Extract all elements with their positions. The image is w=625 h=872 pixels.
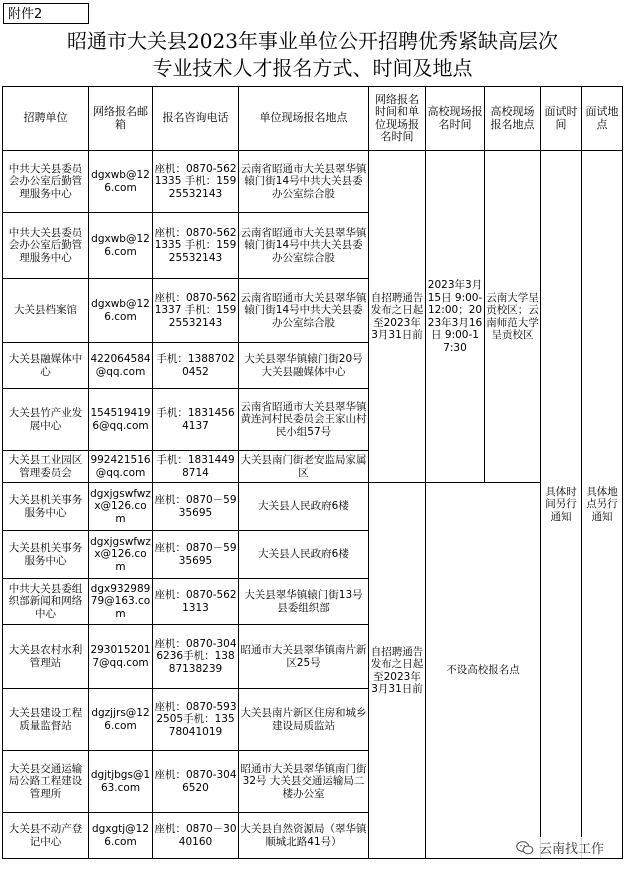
cell-unit: 中共大关县委组织部新闻和网络中心 xyxy=(3,579,89,625)
cell-campus-site-group1: 云南大学呈贡校区；云南师范大学呈贡校区 xyxy=(485,151,541,483)
cell-phone: 座机：0870-5621313 xyxy=(153,579,239,625)
cell-email: dgxwb@126.com xyxy=(89,213,153,279)
cell-email: 992421516@qq.com xyxy=(89,451,153,483)
cell-site: 大关县自然资源局（翠华镇顺城北路41号） xyxy=(239,813,369,859)
cell-phone: 座机：0870－5935695 xyxy=(153,531,239,579)
cell-site: 大关县南门街老安监局家属区 xyxy=(239,451,369,483)
cell-site: 大关县人民政府6楼 xyxy=(239,483,369,531)
cell-site: 云南省昭通市大关县翠华镇黄连河村民委员会王家山村民小组57号 xyxy=(239,389,369,451)
header-campus-site: 高校现场报名地点 xyxy=(485,87,541,151)
cell-phone: 座机：0870－5935695 xyxy=(153,483,239,531)
header-interview-time: 面试时间 xyxy=(541,87,582,151)
cell-email: 422064584@qq.com xyxy=(89,343,153,389)
header-row xyxy=(3,87,623,151)
cell-site: 大关县翠华镇辕门街13号县委组织部 xyxy=(239,579,369,625)
cell-unit: 大关县竹产业发展中心 xyxy=(3,389,89,451)
cell-email: 1545194196@qq.com xyxy=(89,389,153,451)
page-title xyxy=(0,28,625,82)
registration-table xyxy=(2,86,623,859)
header-campus-time: 高校现场报名时间 xyxy=(426,87,485,151)
header-online-time: 网络报名时间和单位现场报名时间 xyxy=(369,87,426,151)
header-interview-site: 面试地点 xyxy=(582,87,623,151)
cell-email: dgxgtj@126.com xyxy=(89,813,153,859)
cell-phone: 座机：0870-3046236手机：13887138239 xyxy=(153,625,239,689)
cell-email: dgjtjbgs@163.com xyxy=(89,751,153,813)
header-email: 网络报名邮箱 xyxy=(89,87,153,151)
cell-site: 大关县人民政府6楼 xyxy=(239,531,369,579)
cell-interview-time: 具体时间另行通知 xyxy=(541,151,582,859)
cell-phone: 座机：0870-5621335 手机：15925532143 xyxy=(153,213,239,279)
cell-email: dgxjgswfwzx@126.com xyxy=(89,531,153,579)
cell-unit: 大关县交通运输局公路工程建设管理所 xyxy=(3,751,89,813)
cell-phone: 座机：0870-5932505手机：13578041019 xyxy=(153,689,239,751)
cell-email: 2930152017@qq.com xyxy=(89,625,153,689)
title-line-2: 专业技术人才报名方式、时间及地点 xyxy=(152,56,473,80)
attachment-label: 附件2 xyxy=(3,3,89,24)
cell-site: 大关县翠华镇辕门街20号大关县融媒体中心 xyxy=(239,343,369,389)
cell-email: dgzjjrs@126.com xyxy=(89,689,153,751)
cell-phone: 手机：18314564137 xyxy=(153,389,239,451)
cell-site: 昭通市大关县翠华镇南门街32号 大关县交通运输局二楼办公室 xyxy=(239,751,369,813)
cell-phone: 手机：13887020452 xyxy=(153,343,239,389)
cell-unit: 大关县机关事务服务中心 xyxy=(3,483,89,531)
cell-site: 云南省昭通市大关县翠华镇辕门街14号中共大关县委办公室综合股 xyxy=(239,213,369,279)
cell-interview-site: 具体地点另行通知 xyxy=(582,151,623,859)
cell-phone: 手机：18314498714 xyxy=(153,451,239,483)
cell-site: 昭通市大关县翠华镇南片新区25号 xyxy=(239,625,369,689)
cell-unit: 大关县建设工程质量监督站 xyxy=(3,689,89,751)
cell-phone: 座机：0870-5621335 手机：15925532143 xyxy=(153,151,239,213)
cell-unit: 大关县机关事务服务中心 xyxy=(3,531,89,579)
cell-site: 云南省昭通市大关县翠华镇辕门街14号中共大关县委办公室综合股 xyxy=(239,279,369,343)
watermark xyxy=(513,837,607,858)
cell-email: dgx93298979@163.com xyxy=(89,579,153,625)
cell-unit: 大关县农村水利管理站 xyxy=(3,625,89,689)
cell-site: 云南省昭通市大关县翠华镇辕门街14号中共大关县委办公室综合股 xyxy=(239,151,369,213)
title-line-1: 昭通市大关县2023年事业单位公开招聘优秀紧缺高层次 xyxy=(67,29,558,53)
wechat-icon xyxy=(516,840,534,856)
cell-campus-time-group1: 2023年3月15日 9:00-12:00；2023年3月16日 9:00-17:30 xyxy=(426,151,485,483)
cell-online-time-group1: 自招聘通告发布之日起至2023年3月31日前 xyxy=(369,151,426,483)
cell-phone: 座机：0870－3040160 xyxy=(153,813,239,859)
cell-phone: 座机：0870-3046520 xyxy=(153,751,239,813)
cell-online-time-group2: 自招聘通告发布之日起至2023年3月31日前 xyxy=(369,483,426,859)
cell-email: dgxwb@126.com xyxy=(89,151,153,213)
cell-unit: 大关县档案馆 xyxy=(3,279,89,343)
cell-phone: 座机：0870-5621337 手机：15925532143 xyxy=(153,279,239,343)
header-phone: 报名咨询电话 xyxy=(153,87,239,151)
cell-unit: 大关县融媒体中心 xyxy=(3,343,89,389)
table-row xyxy=(3,483,623,531)
cell-site: 大关县南片新区住房和城乡建设局质监站 xyxy=(239,689,369,751)
cell-unit: 大关县工业园区管理委员会 xyxy=(3,451,89,483)
cell-email: dgxjgswfwzx@126.com xyxy=(89,483,153,531)
cell-campus-group2: 不设高校报名点 xyxy=(426,483,541,859)
cell-email: dgxwb@126.com xyxy=(89,279,153,343)
cell-unit: 大关县不动产登记中心 xyxy=(3,813,89,859)
header-unit: 招聘单位 xyxy=(3,87,89,151)
cell-unit: 中共大关县委员会办公室后勤管理服务中心 xyxy=(3,151,89,213)
cell-unit: 中共大关县委员会办公室后勤管理服务中心 xyxy=(3,213,89,279)
watermark-text: 云南找工作 xyxy=(538,842,604,857)
table-row xyxy=(3,151,623,213)
header-site: 单位现场报名地点 xyxy=(239,87,369,151)
